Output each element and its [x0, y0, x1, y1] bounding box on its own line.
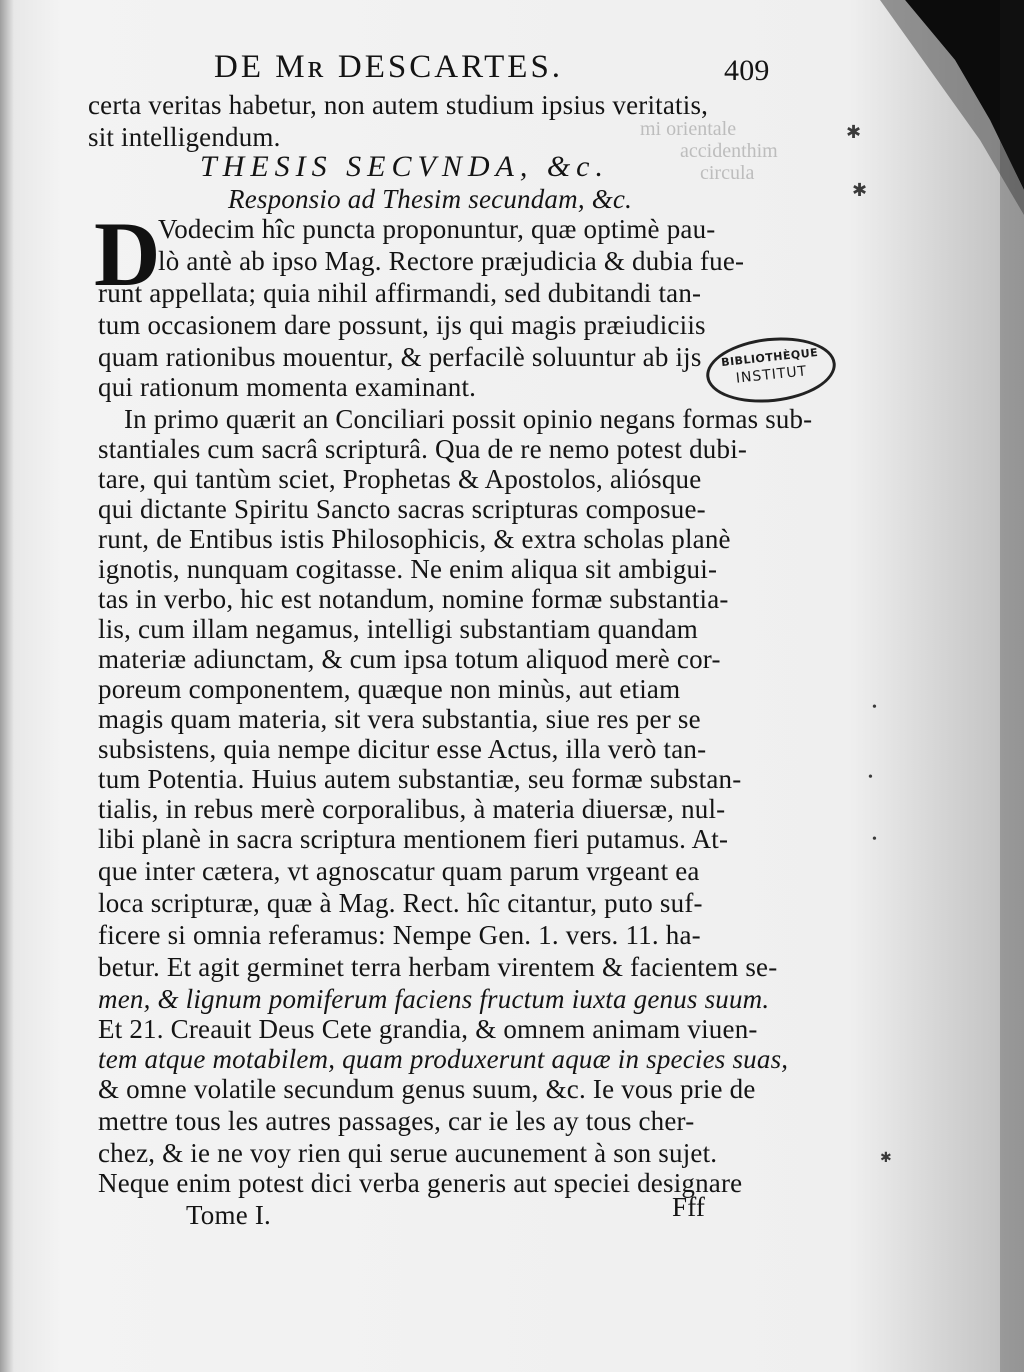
bleed-through-text: accidenthim	[680, 140, 778, 162]
text-line: qui dictante Spiritu Sancto sacras scripturas composue-	[98, 494, 706, 524]
text-line: betur. Et agit germinet terra herbam virentem & facientem se-	[98, 952, 778, 982]
drop-cap: D	[94, 203, 161, 305]
text-line: ficere si omnia referamus: Nempe Gen. 1. vers. 11. ha-	[98, 920, 701, 950]
text-line: ignotis, nunquam cogitasse. Ne enim aliqua sit ambigui-	[98, 554, 718, 584]
text-line: tem atque motabilem, quam produxerunt aquæ in species suas,	[98, 1044, 789, 1074]
margin-speck: •	[868, 770, 873, 785]
text-line: tum occasionem dare possunt, ijs qui magis præiudiciis	[98, 310, 706, 340]
text-line: tialis, in rebus merè corporalibus, à materia diuersæ, nul-	[98, 794, 726, 824]
text-line: lis, cum illam negamus, intelligi substantiam quandam	[98, 614, 699, 644]
text-line: certa veritas habetur, non autem studium ipsius veritatis,	[88, 90, 709, 120]
thesis-heading: THESIS SECVNDA, &c.	[200, 150, 609, 183]
running-title: DE Mʀ DESCARTES.	[214, 49, 564, 85]
text-line: magis quam materia, sit vera substantia, siue res per se	[98, 704, 701, 734]
page-number: 409	[724, 54, 770, 87]
margin-speck: •	[872, 832, 877, 847]
text-line: poreum componentem, quæque non minùs, aut etiam	[98, 674, 681, 704]
text-line: Vodecim hîc puncta proponuntur, quæ optimè pau-	[158, 214, 716, 244]
margin-speck: ✱	[852, 180, 868, 200]
text-line: In primo quærit an Conciliari possit opinio negans formas sub-	[124, 404, 813, 434]
text-line: que inter cætera, vt agnoscatur quam parum vrgeant ea	[98, 856, 700, 886]
stamp-line: INSTITUT	[735, 363, 808, 387]
text-line: quam rationibus mouentur, & perfacilè soluuntur ab ijs	[98, 342, 702, 372]
signature-mark: Fff	[672, 1192, 706, 1222]
text-line: mettre tous les autres passages, car ie les ay tous cher-	[98, 1106, 695, 1136]
text-line: runt appellata; quia nihil affirmandi, sed dubitandi tan-	[98, 278, 702, 308]
volume-label: Tome I.	[186, 1200, 271, 1230]
bleed-through-text: circula	[700, 162, 755, 184]
margin-speck: ✱	[846, 122, 862, 142]
text-line: tum Potentia. Huius autem substantiæ, seu formæ substan-	[98, 764, 742, 794]
response-heading: Responsio ad Thesim secundam, &c.	[228, 184, 633, 214]
text-line: sit intelligendum.	[88, 122, 281, 152]
text-line: & omne volatile secundum genus suum, &c. Ie vous prie de	[98, 1074, 756, 1104]
bleed-through-text: mi orientale	[640, 118, 737, 140]
text-line: tas in verbo, hic est notandum, nomine formæ substantia-	[98, 584, 729, 614]
stamp-line: BIBLIOTHÈQUE	[720, 346, 819, 370]
text-line: subsistens, quia nempe dicitur esse Actus, illa verò tan-	[98, 734, 707, 764]
text-line: materiæ adiunctam, & cum ipsa totum aliquod merè cor-	[98, 644, 721, 674]
text-line: men, & lignum pomiferum faciens fructum iuxta genus suum.	[98, 984, 770, 1014]
text-line: lò antè ab ipso Mag. Rectore præjudicia & dubia fue-	[158, 246, 745, 276]
text-line: Neque enim potest dici verba generis aut speciei designare	[98, 1168, 743, 1198]
text-line: chez, & ie ne voy rien qui serue aucunement à son sujet.	[98, 1138, 718, 1168]
text-line: qui rationum momenta examinant.	[98, 372, 477, 402]
text-line: tare, qui tantùm sciet, Prophetas & Apostolos, aliósque	[98, 464, 702, 494]
margin-speck: ✱	[880, 1151, 892, 1166]
text-line: runt, de Entibus istis Philosophicis, & extra scholas planè	[98, 524, 731, 554]
text-line: stantiales cum sacrâ scripturâ. Qua de re nemo potest dubi-	[98, 434, 748, 464]
text-line: loca scripturæ, quæ à Mag. Rect. hîc citantur, puto suf-	[98, 888, 703, 918]
margin-speck: •	[872, 700, 877, 715]
text-line: Et 21. Creauit Deus Cete grandia, & omnem animam viuen-	[98, 1014, 758, 1044]
text-line: libi planè in sacra scriptura mentionem fieri putamus. At-	[98, 824, 729, 854]
